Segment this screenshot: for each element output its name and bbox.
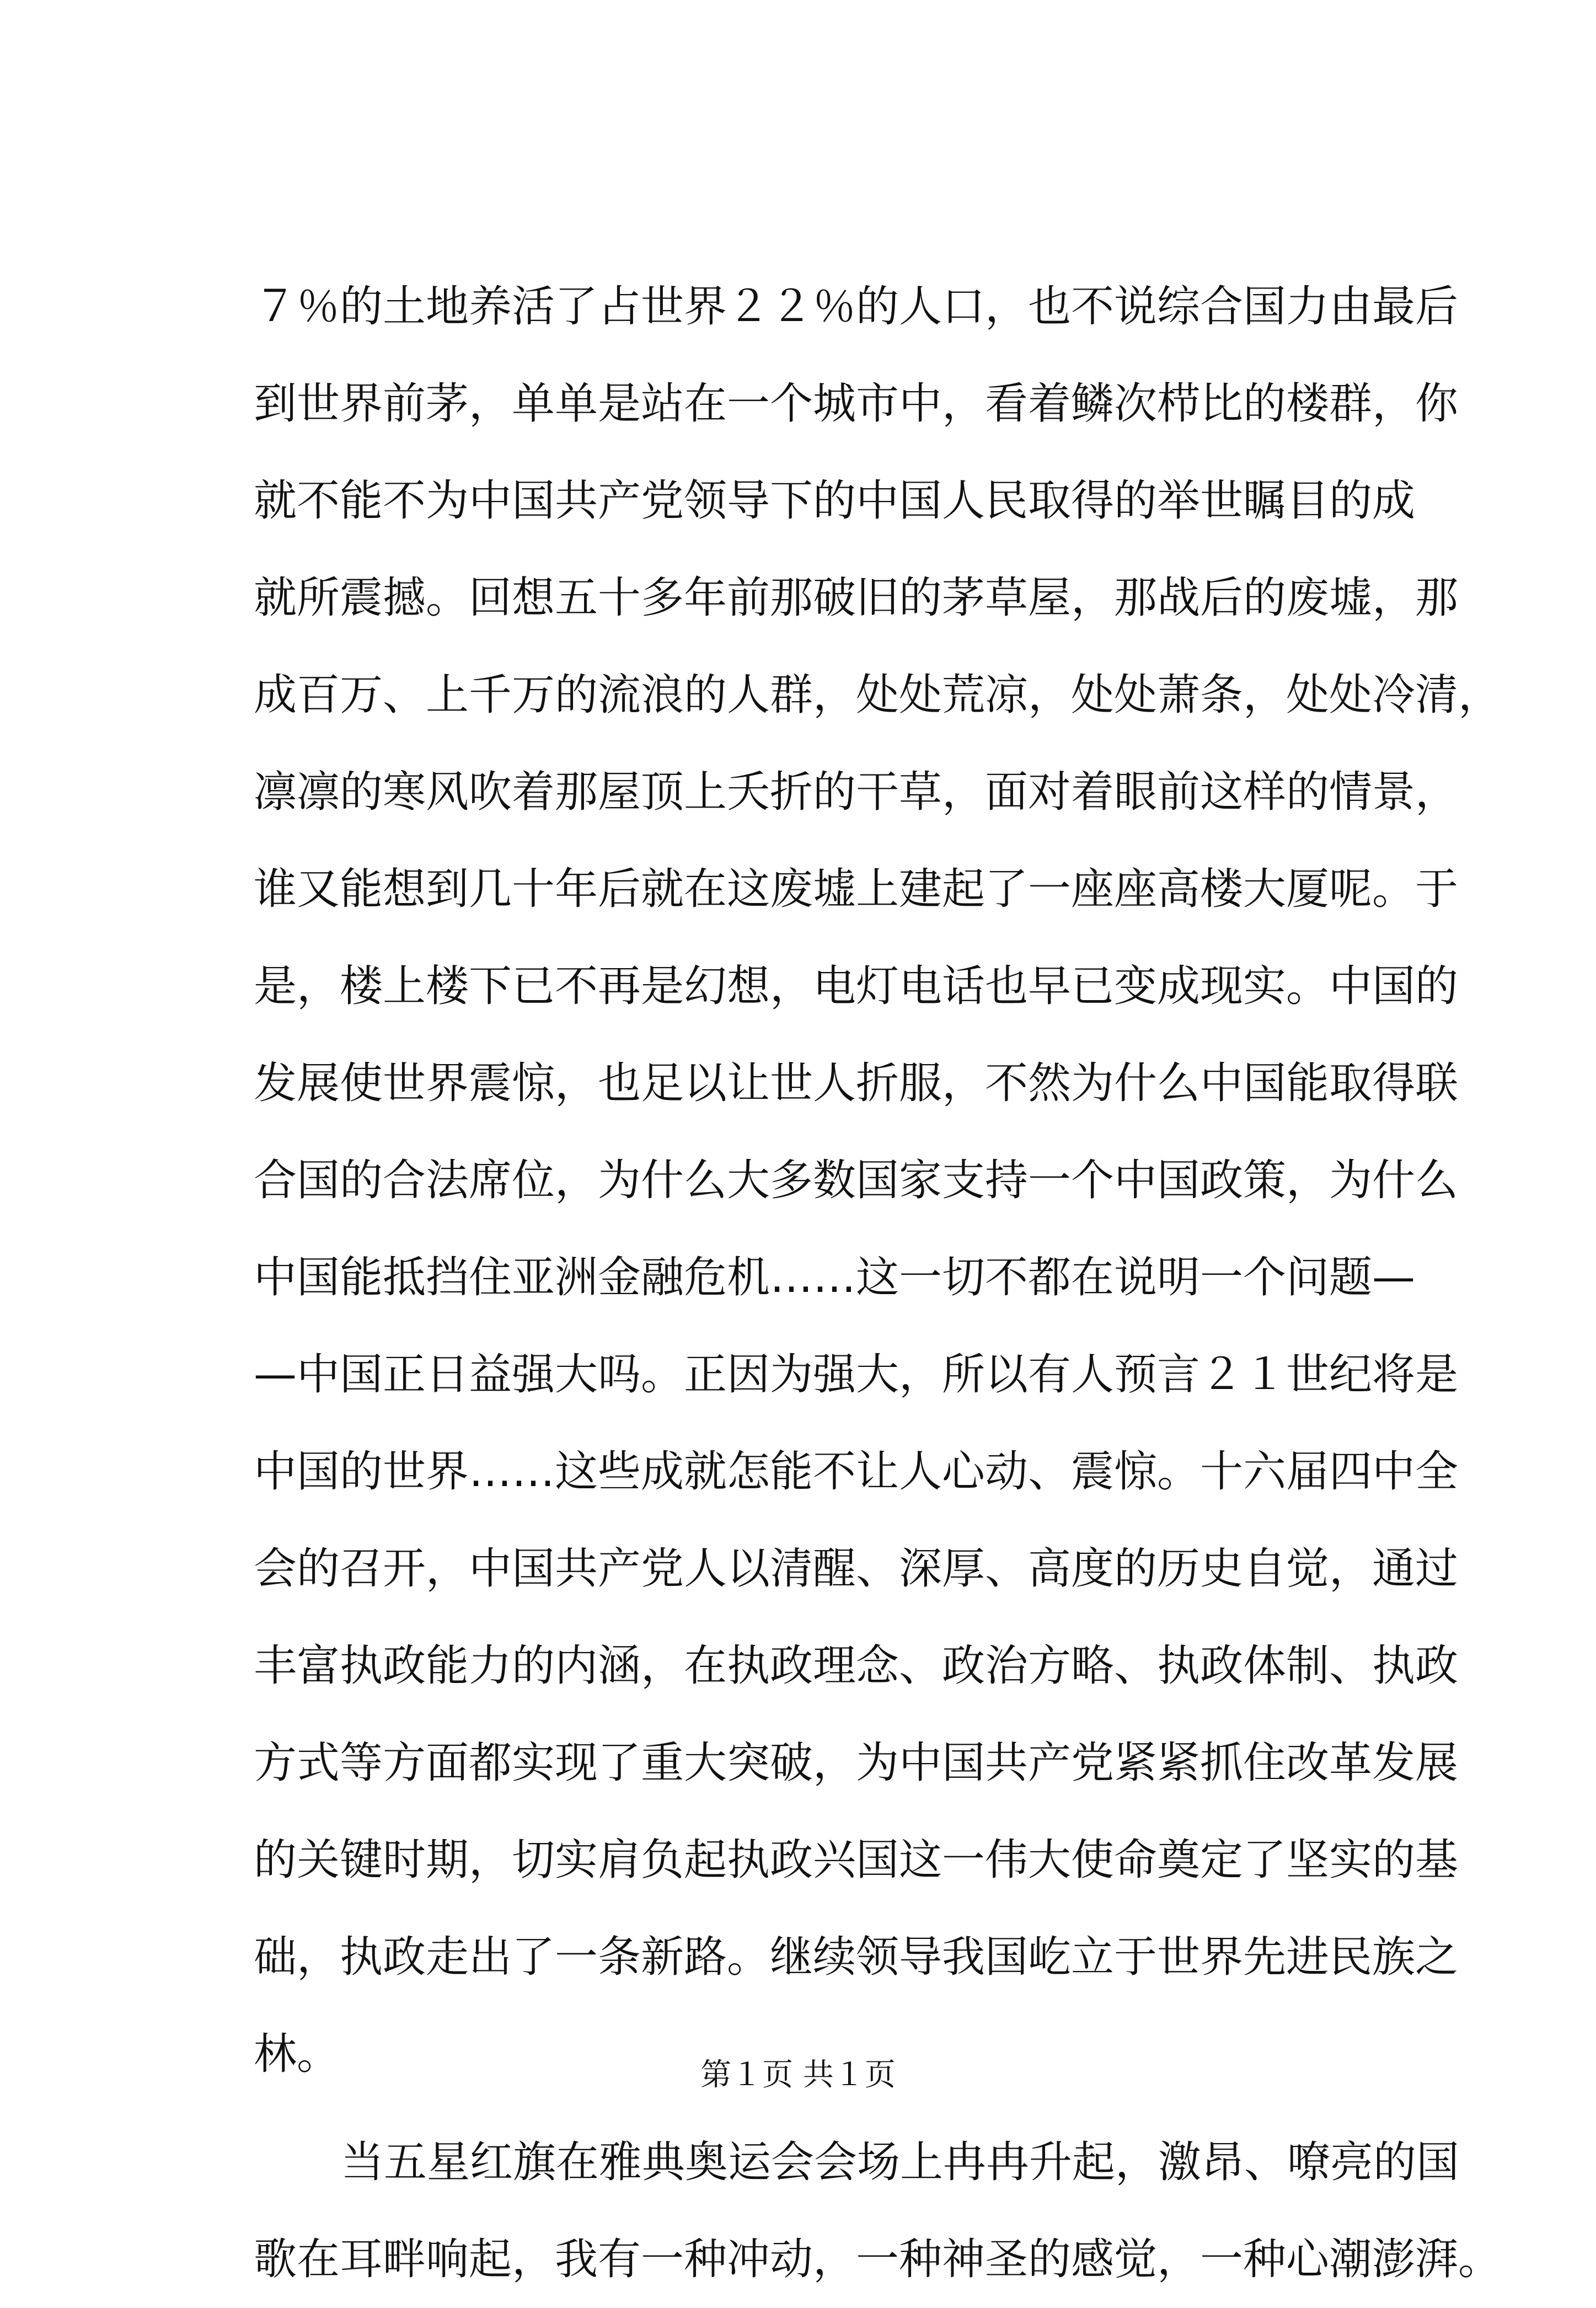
text-line: 就所震撼。回想五十多年前那破旧的茅草屋，那战后的废墟，那 <box>254 573 1459 623</box>
text-line: 会的召开，中国共产党人以清醒、深厚、高度的历史自觉，通过 <box>254 1544 1459 1594</box>
text-line: 就不能不为中国共产党领导下的中国人民取得的举世瞩目的成 <box>254 476 1416 526</box>
text-line: ７％的土地养活了占世界２２％的人口，也不说综合国力由最后 <box>254 282 1459 332</box>
page-footer <box>0 2053 1596 2097</box>
text-line: 的关键时期，切实肩负起执政兴国这一伟大使命奠定了坚实的基 <box>254 1835 1459 1885</box>
text-line: 方式等方面都实现了重大突破，为中国共产党紧紧抓住改革发展 <box>254 1738 1459 1788</box>
text-line: 成百万、上千万的流浪的人群，处处荒凉，处处萧条，处处冷清， <box>254 670 1502 720</box>
text-line: 到世界前茅，单单是站在一个城市中，看着鳞次栉比的楼群，你 <box>254 379 1459 429</box>
page-number-label: 第１页 共１页 <box>700 2057 896 2093</box>
text-line: 林。 <box>254 2029 340 2079</box>
text-line: 是，楼上楼下已不再是幻想，电灯电话也早已变成现实。中国的 <box>254 961 1459 1011</box>
paragraph-first-line: 当五星红旗在雅典奥运会会场上冉冉升起，激昂、嘹亮的国 <box>341 2138 1460 2187</box>
text-line: 中国的世界……这些成就怎能不让人心动、震惊。十六届四中全 <box>254 1447 1459 1497</box>
text-line: 发展使世界震惊，也足以让世人折服，不然为什么中国能取得联 <box>254 1059 1459 1108</box>
text-line: 合国的合法席位，为什么大多数国家支持一个中国政策，为什么 <box>254 1156 1459 1205</box>
body-text <box>254 258 1502 2308</box>
text-line: 歌在耳畔响起，我有一种冲动，一种神圣的感觉，一种心潮澎湃。 <box>254 2235 1502 2284</box>
text-line: 中国能抵挡住亚洲金融危机……这一切不都在说明一个问题— <box>254 1253 1416 1302</box>
text-line: —中国正日益强大吗。正因为强大，所以有人预言２１世纪将是 <box>254 1350 1459 1399</box>
text-line: 凛凛的寒风吹着那屋顶上夭折的干草，面对着眼前这样的情景， <box>254 767 1459 817</box>
text-line: 谁又能想到几十年后就在这废墟上建起了一座座高楼大厦呢。于 <box>254 864 1459 914</box>
text-line: 础，执政走出了一条新路。继续领导我国屹立于世界先进民族之 <box>254 1932 1459 1982</box>
text-line: 丰富执政能力的内涵，在执政理念、政治方略、执政体制、执政 <box>254 1641 1459 1691</box>
paragraph-gap <box>254 2103 1395 2114</box>
